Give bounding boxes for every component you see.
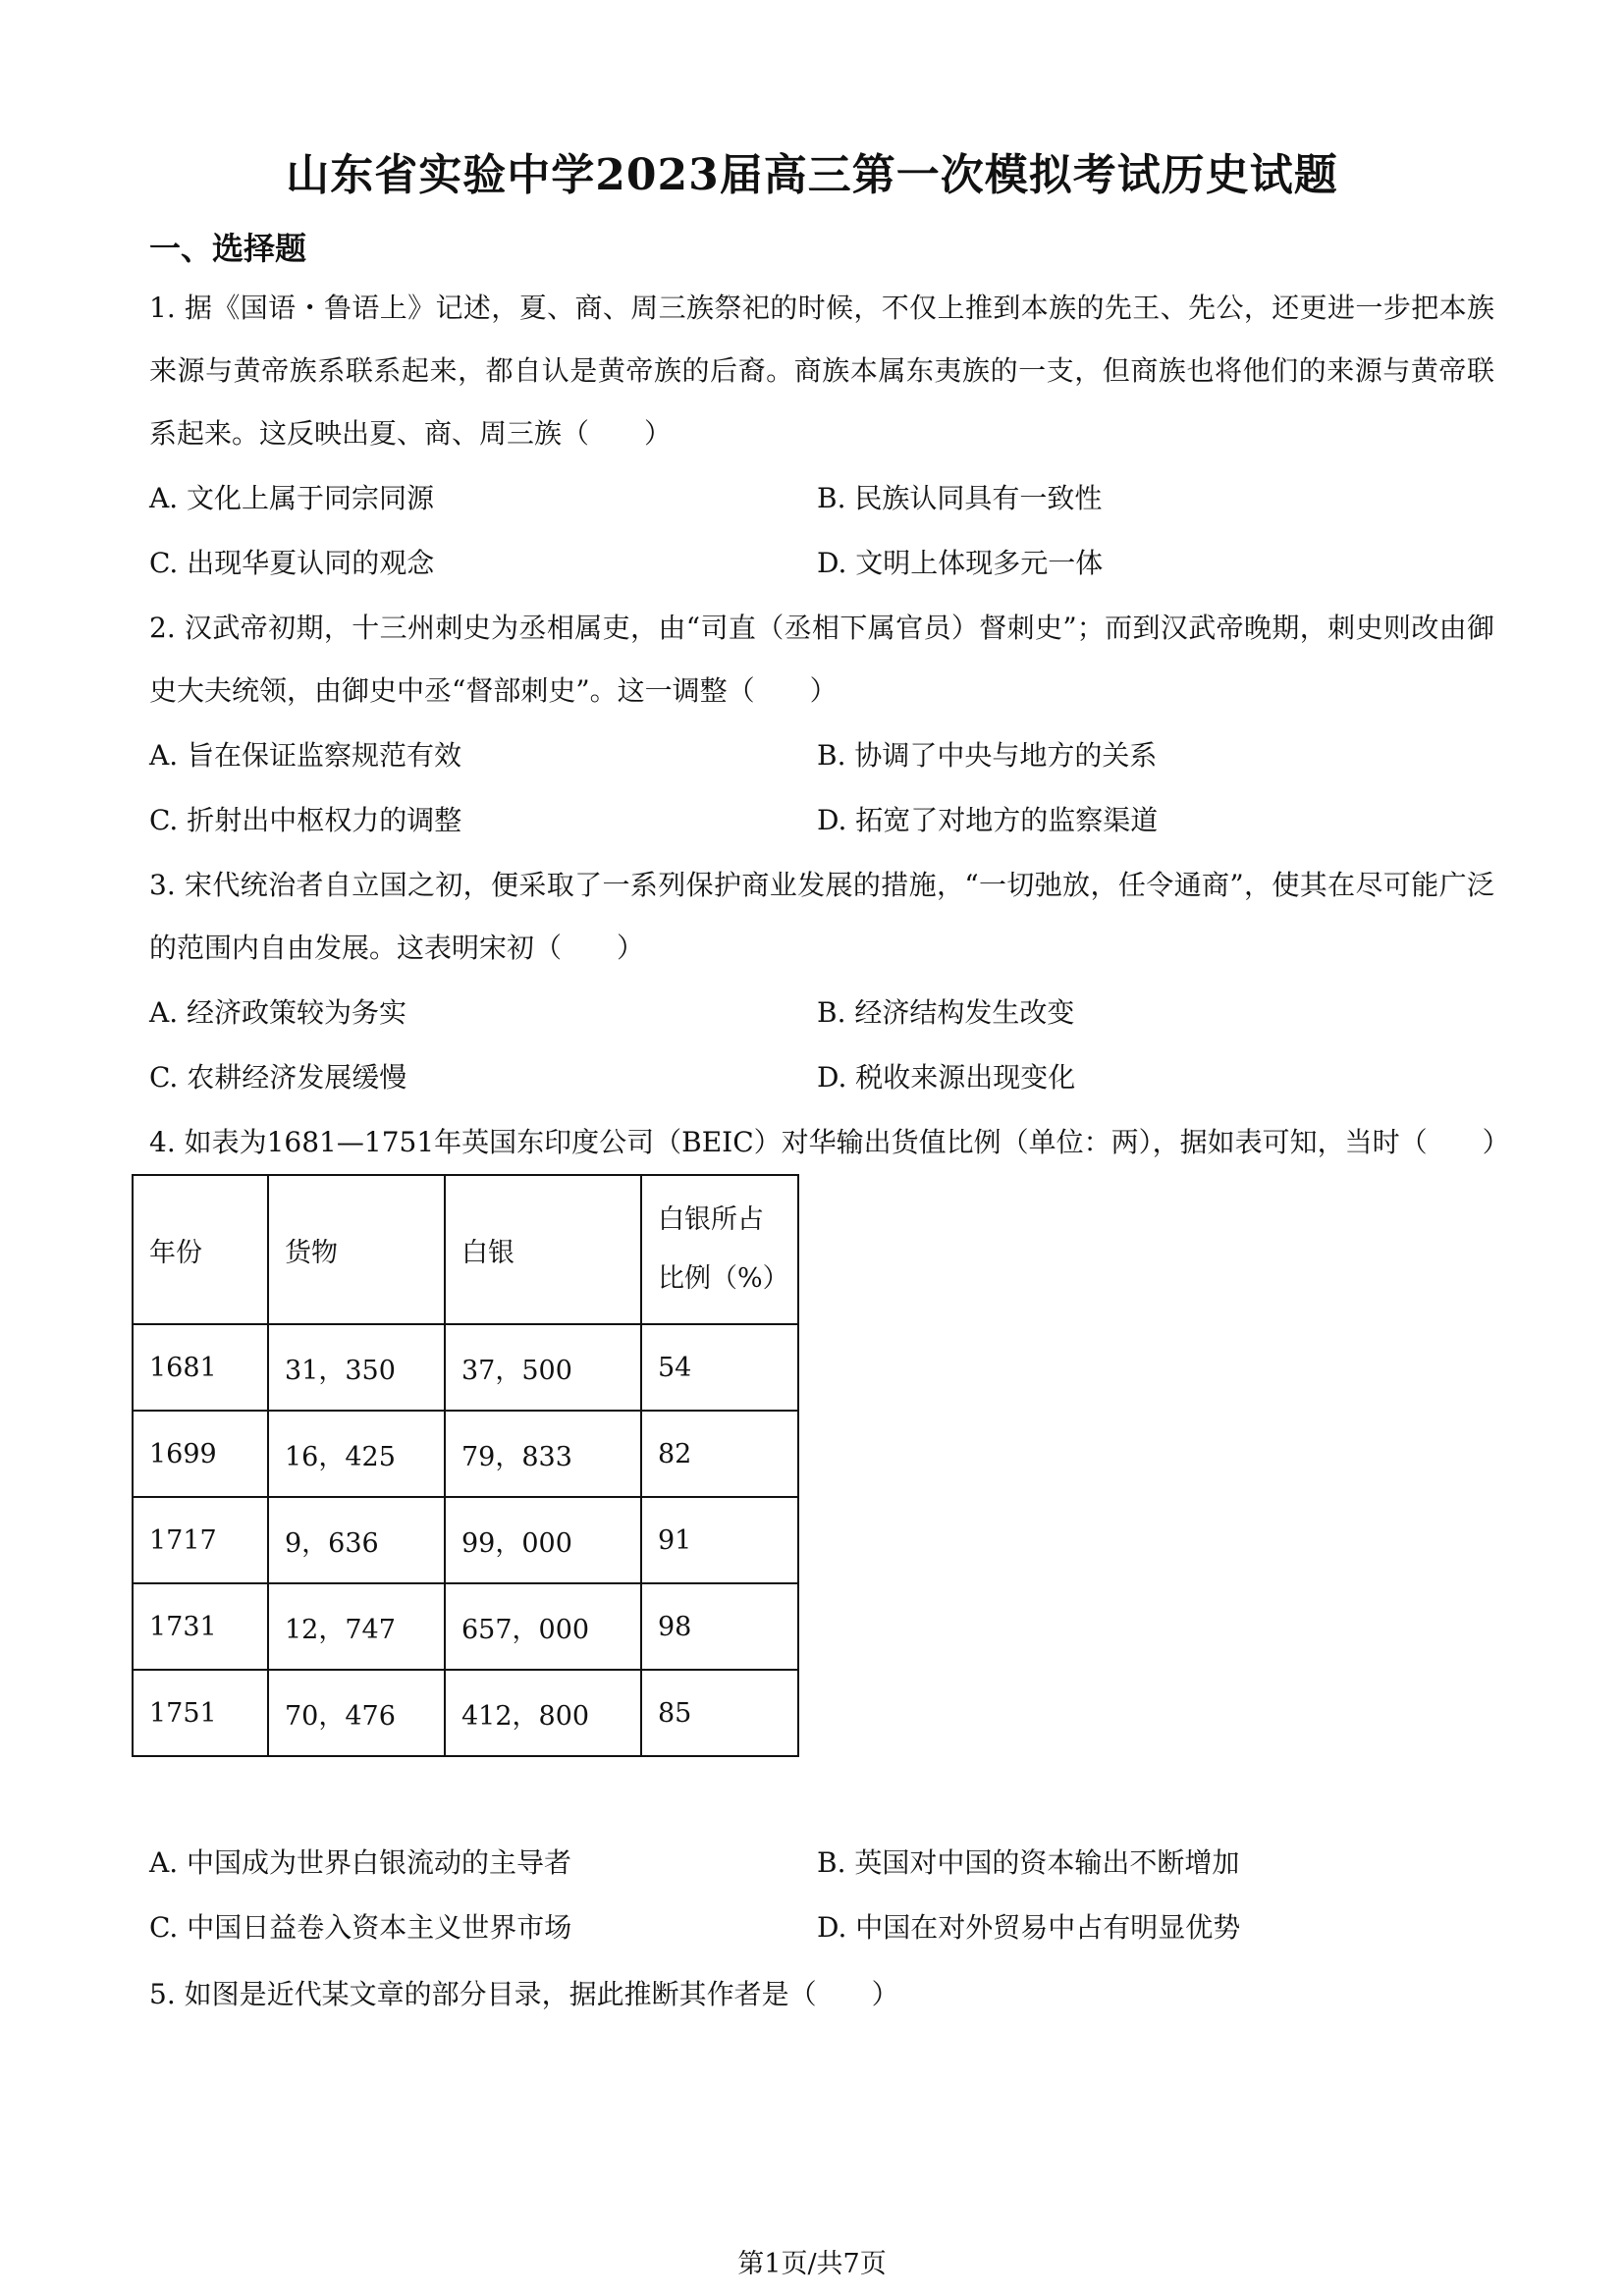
question-3-option-a[interactable]: A. 经济政策较为务实 (149, 996, 407, 1029)
question-3-option-d[interactable]: D. 税收来源出现变化 (817, 1061, 1076, 1094)
table-row (133, 1583, 798, 1670)
question-3-option-c[interactable]: C. 农耕经济发展缓慢 (149, 1061, 407, 1094)
question-1-option-c[interactable]: C. 出现华夏认同的观念 (149, 547, 435, 579)
question-1-option-d[interactable]: D. 文明上体现多元一体 (817, 547, 1104, 579)
question-2-option-c[interactable]: C. 折射出中枢权力的调整 (149, 804, 462, 836)
table-header-silver: 白银 (445, 1175, 641, 1324)
table-cell-silver: 99，000 (445, 1497, 641, 1583)
table-cell-year: 1681 (133, 1324, 268, 1411)
table-row (133, 1324, 798, 1411)
table-cell-year: 1717 (133, 1497, 268, 1583)
table-header-silver-ratio (641, 1175, 798, 1324)
question-2-option-d[interactable]: D. 拓宽了对地方的监察渠道 (817, 804, 1159, 836)
question-1-stem: 1. 据《国语・鲁语上》记述，夏、商、周三族祭祀的时候，不仅上推到本族的先王、先公，还更进一步把本族来源与黄帝族系联系起来，都自认是黄帝族的后裔。商族本属东夷族的一支，但商族也将他们的来源与黄帝联系起来。这反映出夏、商、周三族（ ） (149, 292, 1494, 450)
question-2-stem: 2. 汉武帝初期，十三州刺史为丞相属吏，由“司直（丞相下属官员）督刺史”；而到汉武帝晚期，刺史则改由御史大夫统领，由御史中丞“督部刺史”。这一调整（ ） (149, 612, 1494, 707)
table-cell-ratio: 91 (641, 1497, 798, 1583)
table-cell-ratio: 54 (641, 1324, 798, 1411)
table-row (133, 1411, 798, 1497)
table-cell-goods: 31，350 (268, 1324, 445, 1411)
export-value-table (132, 1174, 799, 1757)
table-row (133, 1670, 798, 1756)
section-heading: 一、选择题 (149, 230, 307, 267)
table-cell-silver: 657，000 (445, 1583, 641, 1670)
table-cell-year: 1751 (133, 1670, 268, 1756)
table-cell-goods: 9，636 (268, 1497, 445, 1583)
table-header-row (133, 1175, 798, 1324)
table-cell-year: 1731 (133, 1583, 268, 1670)
page-footer: 第1页/共7页 (737, 2249, 887, 2279)
table-cell-silver: 412，800 (445, 1670, 641, 1756)
table-cell-silver: 37，500 (445, 1324, 641, 1411)
question-1-option-b[interactable]: B. 民族认同具有一致性 (817, 482, 1103, 514)
table-header-goods: 货物 (268, 1175, 445, 1324)
table-cell-silver: 79，833 (445, 1411, 641, 1497)
question-3-option-b[interactable]: B. 经济结构发生改变 (817, 996, 1075, 1029)
table-cell-ratio: 85 (641, 1670, 798, 1756)
table-header-silver-ratio-line1: 白银所占 (658, 1204, 764, 1235)
table-cell-year: 1699 (133, 1411, 268, 1497)
question-4-stem: 4. 如表为1681—1751年英国东印度公司（BEIC）对华输出货值比例（单位：两），据如表可知，当时（ ） (149, 1126, 1510, 1158)
table-cell-goods: 70，476 (268, 1670, 445, 1756)
question-4-option-d[interactable]: D. 中国在对外贸易中占有明显优势 (817, 1911, 1241, 1944)
table-row (133, 1497, 798, 1583)
table-cell-ratio: 82 (641, 1411, 798, 1497)
question-2-option-a[interactable]: A. 旨在保证监察规范有效 (149, 739, 462, 772)
question-2-option-b[interactable]: B. 协调了中央与地方的关系 (817, 739, 1158, 772)
question-5-stem: 5. 如图是近代某文章的部分目录，据此推断其作者是（ ） (149, 1978, 899, 2010)
question-4-option-c[interactable]: C. 中国日益卷入资本主义世界市场 (149, 1911, 572, 1944)
page-title: 山东省实验中学2023届高三第一次模拟考试历史试题 (286, 150, 1338, 200)
question-1-option-a[interactable]: A. 文化上属于同宗同源 (149, 482, 435, 514)
table-cell-ratio: 98 (641, 1583, 798, 1670)
table-header-year: 年份 (133, 1175, 268, 1324)
table-cell-goods: 12，747 (268, 1583, 445, 1670)
question-4-option-b[interactable]: B. 英国对中国的资本输出不断增加 (817, 1846, 1240, 1879)
question-4-option-a[interactable]: A. 中国成为世界白银流动的主导者 (149, 1846, 572, 1879)
table-cell-goods: 16，425 (268, 1411, 445, 1497)
table-header-silver-ratio-line2: 比例（%） (658, 1263, 789, 1294)
question-3-stem: 3. 宋代统治者自立国之初，便采取了一系列保护商业发展的措施，“一切弛放，任令通商”，使其在尽可能广泛的范围内自由发展。这表明宋初（ ） (149, 869, 1494, 964)
